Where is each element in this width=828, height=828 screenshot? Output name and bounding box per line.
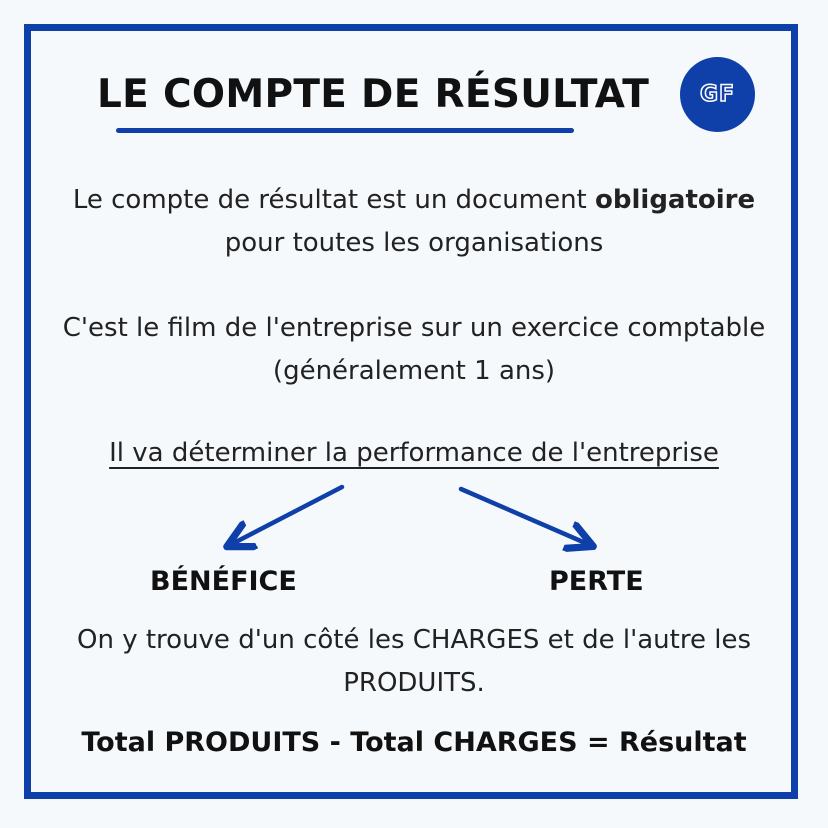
arrow-right-icon: [461, 489, 590, 545]
page-title: LE COMPTE DE RÉSULTAT: [97, 72, 650, 117]
intro-text-after: pour toutes les organisations: [224, 228, 604, 258]
charges-paragraph: [40, 619, 788, 705]
film-line-1: C'est le film de l'entreprise sur un exercice comptable: [62, 313, 766, 343]
logo-text: GF: [699, 82, 736, 107]
intro-text-before: Le compte de résultat est un document: [72, 185, 596, 215]
film-line-2: (généralement 1 ans): [272, 356, 556, 386]
perte-label: PERTE: [549, 566, 644, 597]
charges-line-1: On y trouve d'un côté les CHARGES et de l'autre les: [76, 625, 751, 655]
intro-bold-word: obligatoire: [595, 185, 756, 215]
charges-line-2: PRODUITS.: [343, 668, 485, 698]
performance-text: Il va déterminer la performance de l'entreprise: [109, 438, 719, 468]
arrow-left-icon: [230, 487, 342, 545]
benefice-label: BÉNÉFICE: [150, 566, 297, 597]
result-formula: Total PRODUITS - Total CHARGES = Résultat: [81, 727, 747, 758]
